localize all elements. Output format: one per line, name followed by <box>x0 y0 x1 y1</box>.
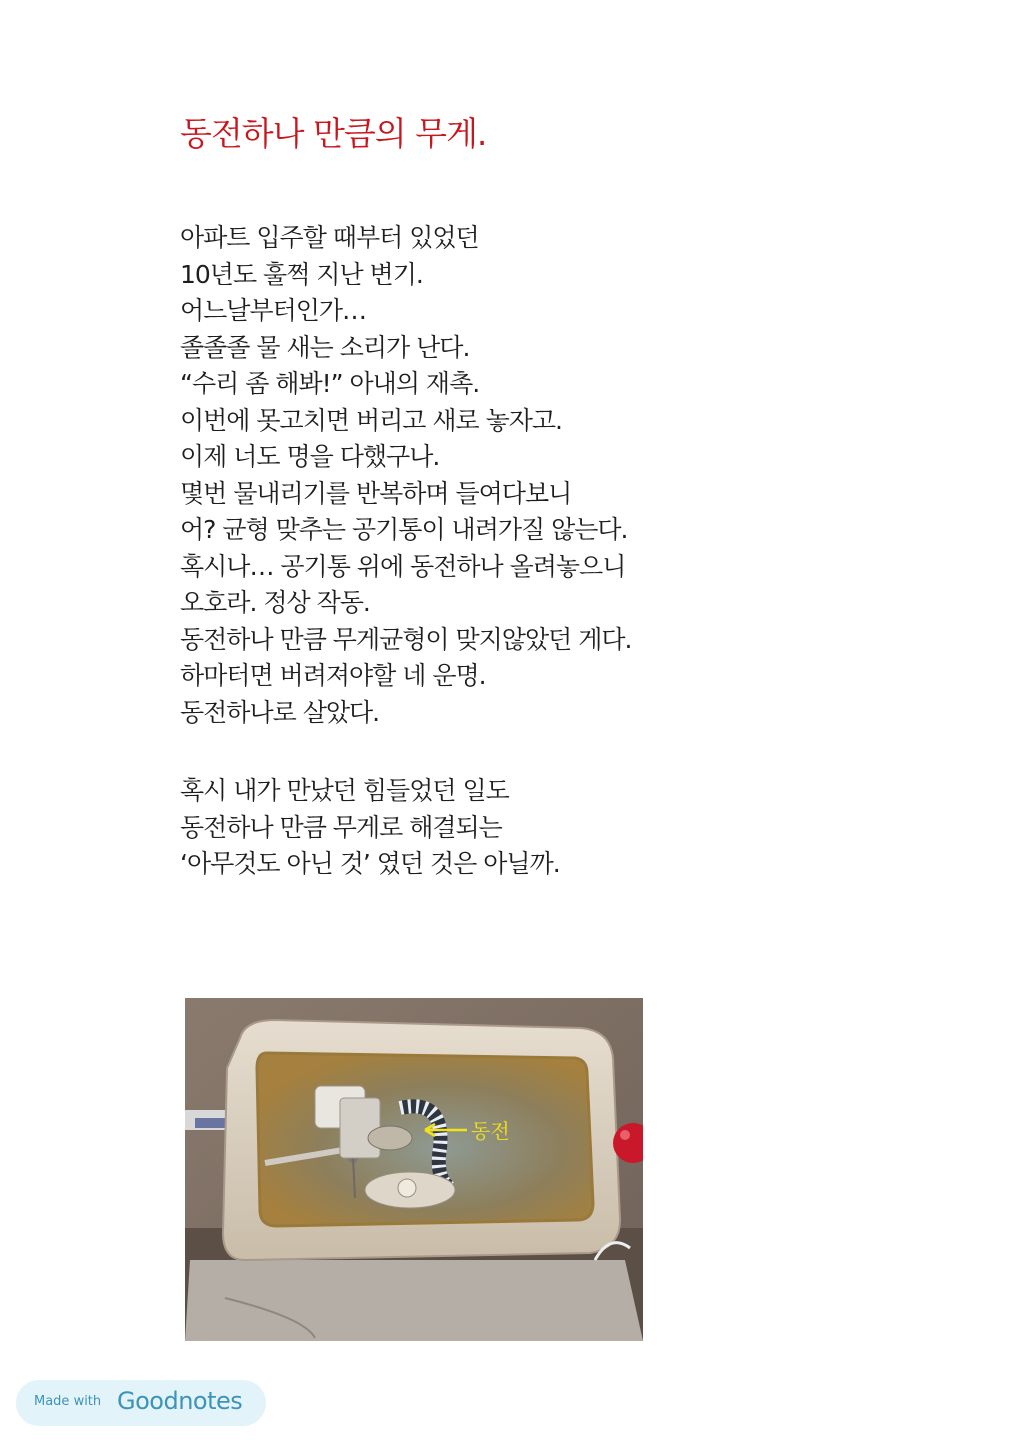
text-line: 10년도 훌쩍 지난 변기. <box>180 259 423 289</box>
made-with-goodnotes-badge[interactable] <box>16 1380 266 1426</box>
text-line: 오호라. 정상 작동. <box>180 588 370 617</box>
text-line: 졸졸졸 물 새는 소리가 난다. <box>180 332 470 362</box>
text-line: 하마터면 버려져야할 네 운명. <box>180 661 486 690</box>
text-line: 아파트 입주할 때부터 있었던 <box>180 223 479 252</box>
text-line: 이번에 못고치면 버리고 새로 놓자고. <box>180 405 562 435</box>
text-line: 혹시나… 공기통 위에 동전하나 올려놓으니 <box>180 551 626 581</box>
text-line: 동전하나 만큼 무게로 해결되는 <box>180 812 502 842</box>
paragraph-reflection <box>180 773 560 883</box>
paragraph-story <box>180 220 631 731</box>
text-line: 어? 균형 맞추는 공기통이 내려가질 않는다. <box>180 515 628 544</box>
text-line: 동전하나로 살았다. <box>180 697 380 727</box>
text-line: “수리 좀 해봐!” 아내의 재촉. <box>180 369 480 398</box>
text-line: 몇번 물내리기를 반복하며 들여다보니 <box>180 478 572 508</box>
page-title: 동전하나 만큼의 무게. <box>180 114 487 153</box>
text-line: 어느날부터인가… <box>180 296 367 325</box>
text-line: 혹시 내가 만났던 힘들었던 일도 <box>180 776 509 805</box>
badge-prefix-text: Made with <box>34 1394 102 1409</box>
text-line: ‘아무것도 아닌 것’ 였던 것은 아닐까. <box>180 849 560 878</box>
coin-annotation-label: 동전 <box>471 1119 510 1143</box>
goodnotes-logo-text: Goodnotes <box>117 1387 243 1415</box>
text-line: 동전하나 만큼 무게균형이 맞지않았던 게다. <box>180 624 632 654</box>
text-line: 이제 너도 명을 다했구나. <box>180 442 440 471</box>
toilet-tank-photo <box>185 998 643 1341</box>
